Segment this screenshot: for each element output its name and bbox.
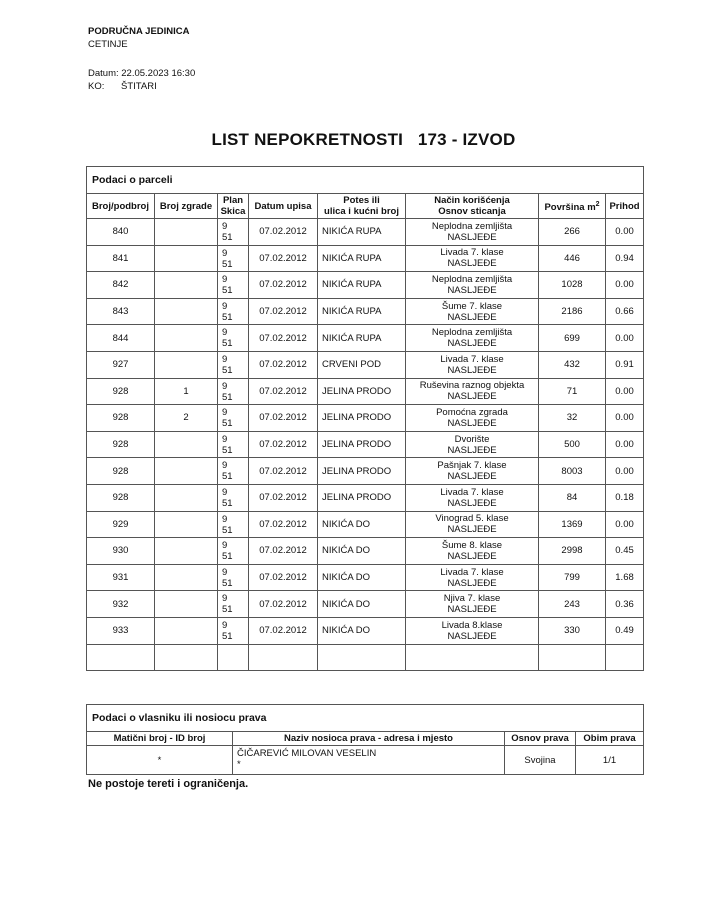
col-nacin: Način korišćenja Osnov sticanja <box>406 194 539 219</box>
cell-plan: 9 51 <box>218 405 249 432</box>
cell-owner-id: * <box>87 746 233 775</box>
cell-zgrada <box>155 431 218 458</box>
table-row <box>87 405 644 432</box>
cell-datum: 07.02.2012 <box>249 245 318 272</box>
cell-datum: 07.02.2012 <box>249 617 318 644</box>
document-title: LIST NEPOKRETNOSTI 173 - IZVOD <box>211 130 516 149</box>
cell-potes: NIKIĆA RUPA <box>318 219 406 246</box>
cell-zgrada: 2 <box>155 405 218 432</box>
cell-prihod: 0.00 <box>606 431 644 458</box>
cell-zgrada <box>155 511 218 538</box>
cell-datum: 07.02.2012 <box>249 325 318 352</box>
cell-broj: 929 <box>87 511 155 538</box>
cell-datum: 07.02.2012 <box>249 564 318 591</box>
table-row <box>87 298 644 325</box>
cell-nacin: Livada 7. klase NASLJEĐE <box>406 351 539 378</box>
col-zgrada: Broj zgrade <box>155 194 218 219</box>
cell-nacin: Dvorište NASLJEĐE <box>406 431 539 458</box>
cell-plan: 9 51 <box>218 378 249 405</box>
cell-broj: 933 <box>87 617 155 644</box>
cell-povrsina: 446 <box>539 245 606 272</box>
cell-zgrada <box>155 351 218 378</box>
office-city: CETINJE <box>88 39 128 50</box>
cell-prihod: 0.49 <box>606 617 644 644</box>
cell-zgrada <box>155 325 218 352</box>
table-row <box>87 219 644 246</box>
cell-plan: 9 51 <box>218 538 249 565</box>
cell-datum: 07.02.2012 <box>249 298 318 325</box>
cell-plan: 9 51 <box>218 511 249 538</box>
cell-potes: JELINA PRODO <box>318 484 406 511</box>
cell-nacin: Šume 8. klase NASLJEĐE <box>406 538 539 565</box>
cell-datum: 07.02.2012 <box>249 591 318 618</box>
cell-povrsina: 243 <box>539 591 606 618</box>
cell-prihod: 0.45 <box>606 538 644 565</box>
cell-zgrada <box>155 298 218 325</box>
cell-plan: 9 51 <box>218 484 249 511</box>
cell-povrsina: 1028 <box>539 272 606 299</box>
table-row <box>87 351 644 378</box>
cell-datum: 07.02.2012 <box>249 511 318 538</box>
cell-datum: 07.02.2012 <box>249 351 318 378</box>
ko-value: ŠTITARI <box>121 81 157 92</box>
cell-potes: NIKIĆA DO <box>318 591 406 618</box>
table-row <box>87 591 644 618</box>
cell-povrsina: 32 <box>539 405 606 432</box>
cell-broj: 842 <box>87 272 155 299</box>
cell-broj: 927 <box>87 351 155 378</box>
empty-row <box>87 644 644 671</box>
col-datum: Datum upisa <box>249 194 318 219</box>
col-povrsina: Površina $m^2$ <box>539 194 606 219</box>
table-row <box>87 746 644 775</box>
cell-potes: NIKIĆA DO <box>318 511 406 538</box>
cell-broj: 932 <box>87 591 155 618</box>
cell-zgrada <box>155 458 218 485</box>
cell-plan: 9 51 <box>218 219 249 246</box>
table-row <box>87 245 644 272</box>
col-potes: Potes ili ulica i kućni broj <box>318 194 406 219</box>
cell-owner-osnov: Svojina <box>505 746 576 775</box>
cell-potes: JELINA PRODO <box>318 431 406 458</box>
cell-broj: 930 <box>87 538 155 565</box>
cell-prihod: 0.00 <box>606 378 644 405</box>
encumbrance-note: Ne postoje tereti i ograničenja. <box>88 778 249 790</box>
cell-broj: 931 <box>87 564 155 591</box>
col-owner-osnov: Osnov prava <box>505 732 576 746</box>
cell-datum: 07.02.2012 <box>249 484 318 511</box>
office-name: PODRUČNA JEDINICA <box>88 26 190 37</box>
table-row <box>87 538 644 565</box>
cell-nacin: Neplodna zemljišta NASLJEĐE <box>406 219 539 246</box>
cell-povrsina: 266 <box>539 219 606 246</box>
cell-nacin: Livada 7. klase NASLJEĐE <box>406 245 539 272</box>
cell-povrsina: 500 <box>539 431 606 458</box>
table-row <box>87 511 644 538</box>
header-block <box>88 25 190 51</box>
cell-zgrada <box>155 245 218 272</box>
cell-nacin: Pašnjak 7. klase NASLJEĐE <box>406 458 539 485</box>
cell-nacin: Neplodna zemljišta NASLJEĐE <box>406 325 539 352</box>
cell-potes: NIKIĆA RUPA <box>318 325 406 352</box>
cell-zgrada: 1 <box>155 378 218 405</box>
cell-broj: 841 <box>87 245 155 272</box>
cell-broj: 844 <box>87 325 155 352</box>
cell-plan: 9 51 <box>218 245 249 272</box>
cell-nacin: Pomoćna zgrada NASLJEĐE <box>406 405 539 432</box>
cell-broj: 928 <box>87 405 155 432</box>
cell-plan: 9 51 <box>218 564 249 591</box>
cell-potes: JELINA PRODO <box>318 405 406 432</box>
cell-owner-name: ČIČAREVIĆ MILOVAN VESELIN * <box>233 746 505 775</box>
parcels-table <box>86 166 644 671</box>
owners-table <box>86 704 644 775</box>
cell-datum: 07.02.2012 <box>249 272 318 299</box>
cell-owner-obim: 1/1 <box>576 746 644 775</box>
table-row <box>87 458 644 485</box>
cell-plan: 9 51 <box>218 458 249 485</box>
col-owner-obim: Obim prava <box>576 732 644 746</box>
cell-nacin: Ruševina raznog objekta NASLJEĐE <box>406 378 539 405</box>
cell-zgrada <box>155 538 218 565</box>
parcels-section-title: Podaci o parceli <box>87 167 644 194</box>
table-row <box>87 325 644 352</box>
cell-prihod: 0.18 <box>606 484 644 511</box>
cell-povrsina: 1369 <box>539 511 606 538</box>
cell-prihod: 0.00 <box>606 511 644 538</box>
table-row <box>87 617 644 644</box>
cell-zgrada <box>155 591 218 618</box>
cell-potes: NIKIĆA DO <box>318 538 406 565</box>
cell-plan: 9 51 <box>218 272 249 299</box>
cell-nacin: Šume 7. klase NASLJEĐE <box>406 298 539 325</box>
cell-potes: NIKIĆA RUPA <box>318 245 406 272</box>
cell-broj: 928 <box>87 484 155 511</box>
cell-povrsina: 432 <box>539 351 606 378</box>
cell-datum: 07.02.2012 <box>249 538 318 565</box>
cell-plan: 9 51 <box>218 351 249 378</box>
cell-prihod: 0.66 <box>606 298 644 325</box>
cell-nacin: Vinograd 5. klase NASLJEĐE <box>406 511 539 538</box>
cell-nacin: Livada 7. klase NASLJEĐE <box>406 484 539 511</box>
table-row <box>87 431 644 458</box>
header-meta <box>88 67 195 93</box>
cell-potes: CRVENI POD <box>318 351 406 378</box>
cell-potes: NIKIĆA RUPA <box>318 272 406 299</box>
cell-zgrada <box>155 272 218 299</box>
col-prihod: Prihod <box>606 194 644 219</box>
cell-prihod: 0.00 <box>606 325 644 352</box>
cell-nacin: Livada 7. klase NASLJEĐE <box>406 564 539 591</box>
cell-broj: 928 <box>87 458 155 485</box>
col-broj: Broj/podbroj <box>87 194 155 219</box>
cell-nacin: Njiva 7. klase NASLJEĐE <box>406 591 539 618</box>
col-owner-name: Naziv nosioca prava - adresa i mjesto <box>233 732 505 746</box>
cell-povrsina: 2998 <box>539 538 606 565</box>
cell-broj: 840 <box>87 219 155 246</box>
cell-potes: JELINA PRODO <box>318 458 406 485</box>
cell-zgrada <box>155 484 218 511</box>
cell-prihod: 0.00 <box>606 405 644 432</box>
cell-prihod: 1.68 <box>606 564 644 591</box>
table-row <box>87 378 644 405</box>
ko-label: KO: <box>88 81 105 92</box>
table-row <box>87 484 644 511</box>
cell-prihod: 0.00 <box>606 458 644 485</box>
cell-zgrada <box>155 564 218 591</box>
cell-broj: 843 <box>87 298 155 325</box>
cell-povrsina: 84 <box>539 484 606 511</box>
cell-povrsina: 330 <box>539 617 606 644</box>
cell-datum: 07.02.2012 <box>249 405 318 432</box>
cell-plan: 9 51 <box>218 617 249 644</box>
cell-datum: 07.02.2012 <box>249 219 318 246</box>
date-label: Datum: <box>88 68 119 79</box>
cell-zgrada <box>155 617 218 644</box>
cell-plan: 9 51 <box>218 591 249 618</box>
cell-plan: 9 51 <box>218 298 249 325</box>
cell-zgrada <box>155 219 218 246</box>
cell-potes: NIKIĆA RUPA <box>318 298 406 325</box>
table-row <box>87 564 644 591</box>
cell-nacin: Livada 8.klase NASLJEĐE <box>406 617 539 644</box>
cell-povrsina: 8003 <box>539 458 606 485</box>
cell-plan: 9 51 <box>218 431 249 458</box>
cell-prihod: 0.00 <box>606 272 644 299</box>
cell-datum: 07.02.2012 <box>249 431 318 458</box>
cell-prihod: 0.91 <box>606 351 644 378</box>
cell-plan: 9 51 <box>218 325 249 352</box>
cell-datum: 07.02.2012 <box>249 378 318 405</box>
cell-broj: 928 <box>87 431 155 458</box>
cell-prihod: 0.00 <box>606 219 644 246</box>
table-row <box>87 272 644 299</box>
cell-povrsina: 2186 <box>539 298 606 325</box>
cell-potes: NIKIĆA DO <box>318 564 406 591</box>
cell-prihod: 0.36 <box>606 591 644 618</box>
cell-povrsina: 799 <box>539 564 606 591</box>
col-plan: Plan Skica <box>218 194 249 219</box>
cell-nacin: Neplodna zemljišta NASLJEĐE <box>406 272 539 299</box>
cell-potes: JELINA PRODO <box>318 378 406 405</box>
owners-section-title: Podaci o vlasniku ili nosiocu prava <box>87 705 644 732</box>
date-value: 22.05.2023 16:30 <box>121 68 196 79</box>
cell-potes: NIKIĆA DO <box>318 617 406 644</box>
cell-broj: 928 <box>87 378 155 405</box>
cell-prihod: 0.94 <box>606 245 644 272</box>
cell-povrsina: 699 <box>539 325 606 352</box>
col-owner-id: Matični broj - ID broj <box>87 732 233 746</box>
cell-datum: 07.02.2012 <box>249 458 318 485</box>
cell-povrsina: 71 <box>539 378 606 405</box>
